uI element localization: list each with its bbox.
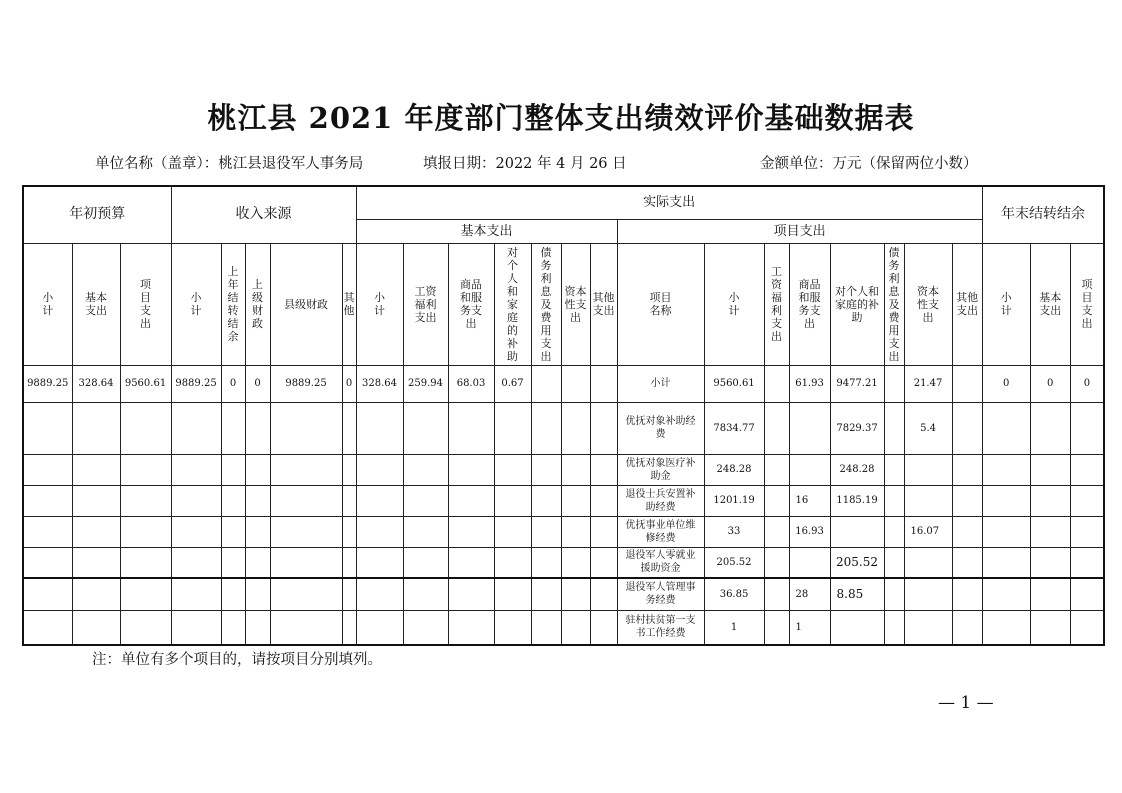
col-is-county: 县级财政 (270, 243, 342, 365)
col-ib-project: 项目支出 (120, 243, 171, 365)
cell-be-goods: 68.03 (448, 365, 494, 402)
project-goods: 16.93 (789, 516, 830, 547)
project-name: 优抚对象补助经费 (617, 402, 704, 454)
project-capital (904, 610, 952, 645)
data-table (22, 185, 1105, 646)
cell-be-individual: 0.67 (494, 365, 531, 402)
project-individual: 1185.19 (830, 485, 884, 516)
cell-pe-individual: 9477.21 (830, 365, 884, 402)
col-be-goods: 商品和服务支出 (448, 243, 494, 365)
col-be-subtotal: 小计 (356, 243, 403, 365)
col-is-upper: 上级财政 (245, 243, 270, 365)
fill-date: 填报日期：2022 年 4 月 26 日 (423, 156, 627, 172)
col-is-other: 其他 (342, 243, 356, 365)
cell-ye-basic: 0 (1030, 365, 1070, 402)
project-individual: 8.85 (830, 578, 884, 610)
cell-be-subtotal: 328.64 (356, 365, 403, 402)
col-be-wage: 工资福利支出 (403, 243, 448, 365)
table-row (23, 454, 1104, 485)
project-name: 优抚对象医疗补助金 (617, 454, 704, 485)
col-ye-subtotal: 小计 (982, 243, 1030, 365)
col-pe-goods: 商品和服务支出 (789, 243, 830, 365)
project-subtotal: 1201.19 (704, 485, 764, 516)
page-number: — 1 — (938, 693, 994, 713)
project-name: 驻村扶贫第一支书工作经费 (617, 610, 704, 645)
cell-be-capital (561, 365, 590, 402)
table-row (23, 547, 1104, 578)
cell-ye-subtotal: 0 (982, 365, 1030, 402)
project-goods: 28 (789, 578, 830, 610)
project-subtotal: 7834.77 (704, 402, 764, 454)
header-project-expense: 项目支出 (617, 219, 982, 243)
col-pe-capital: 资本性支出 (904, 243, 952, 365)
cell-pe-goods: 61.93 (789, 365, 830, 402)
project-capital (904, 547, 952, 578)
header-row-1 (23, 186, 1104, 219)
cell-is-county: 9889.25 (270, 365, 342, 402)
table-row (23, 402, 1104, 454)
project-subtotal: 205.52 (704, 547, 764, 578)
header-basic-expense: 基本支出 (356, 219, 617, 243)
project-name: 退役士兵安置补助经费 (617, 485, 704, 516)
col-pe-name: 项目名称 (617, 243, 704, 365)
project-goods (789, 547, 830, 578)
unit-name: 单位名称（盖章）：桃江县退役军人事务局 (95, 156, 364, 172)
cell-pe-wage (764, 365, 789, 402)
header-year-end-balance: 年末结转结余 (982, 186, 1104, 243)
header-initial-budget: 年初预算 (23, 186, 171, 243)
project-capital: 16.07 (904, 516, 952, 547)
table-row (23, 516, 1104, 547)
cell-be-other (590, 365, 617, 402)
cell-ib-basic: 328.64 (72, 365, 120, 402)
header-income-source: 收入来源 (171, 186, 356, 243)
project-capital: 5.4 (904, 402, 952, 454)
col-pe-other: 其他支出 (952, 243, 982, 365)
table-row (23, 578, 1104, 610)
col-ye-basic: 基本支出 (1030, 243, 1070, 365)
project-goods (789, 402, 830, 454)
project-individual (830, 610, 884, 645)
col-pe-debt: 债务利息及费用支出 (884, 243, 904, 365)
cell-pe-subtotal: 9560.61 (704, 365, 764, 402)
page-title: 桃江县 2021 年度部门整体支出绩效评价基础数据表 (207, 101, 915, 135)
project-subtotal: 248.28 (704, 454, 764, 485)
col-ye-project: 项目支出 (1070, 243, 1104, 365)
cell-pe-other (952, 365, 982, 402)
cell-is-upper: 0 (245, 365, 270, 402)
cell-ib-project: 9560.61 (120, 365, 171, 402)
table-row (23, 485, 1104, 516)
project-individual: 7829.37 (830, 402, 884, 454)
project-subtotal: 36.85 (704, 578, 764, 610)
col-pe-individual: 对个人和家庭的补助 (830, 243, 884, 365)
project-name: 退役军人管理事务经费 (617, 578, 704, 610)
col-is-carryover: 上年结转结余 (221, 243, 245, 365)
summary-row (23, 365, 1104, 402)
footnote: 注：单位有多个项目的，请按项目分别填列。 (92, 652, 382, 668)
project-subtotal: 33 (704, 516, 764, 547)
project-capital (904, 454, 952, 485)
cell-is-carryover: 0 (221, 365, 245, 402)
col-ib-subtotal: 小计 (23, 243, 72, 365)
col-be-capital: 资本性支出 (561, 243, 590, 365)
project-goods (789, 454, 830, 485)
project-individual: 248.28 (830, 454, 884, 485)
cell-be-wage: 259.94 (403, 365, 448, 402)
cell-pe-capital: 21.47 (904, 365, 952, 402)
cell-is-other: 0 (342, 365, 356, 402)
col-be-other: 其他支出 (590, 243, 617, 365)
project-goods: 1 (789, 610, 830, 645)
header-row-3 (23, 243, 1104, 365)
col-is-subtotal: 小计 (171, 243, 221, 365)
project-subtotal: 1 (704, 610, 764, 645)
project-individual: 205.52 (830, 547, 884, 578)
table-row (23, 610, 1104, 645)
project-capital (904, 578, 952, 610)
project-individual (830, 516, 884, 547)
col-pe-subtotal: 小计 (704, 243, 764, 365)
cell-pe-name: 小计 (617, 365, 704, 402)
cell-ye-project: 0 (1070, 365, 1104, 402)
cell-be-debt (531, 365, 561, 402)
col-be-debt: 债务利息及费用支出 (531, 243, 561, 365)
project-name: 退役军人零就业援助资金 (617, 547, 704, 578)
cell-ib-subtotal: 9889.25 (23, 365, 72, 402)
project-name: 优抚事业单位维修经费 (617, 516, 704, 547)
cell-is-subtotal: 9889.25 (171, 365, 221, 402)
header-actual-expense: 实际支出 (356, 186, 982, 219)
project-capital (904, 485, 952, 516)
col-pe-wage: 工资福利支出 (764, 243, 789, 365)
project-goods: 16 (789, 485, 830, 516)
col-be-individual: 对个人和家庭的补助 (494, 243, 531, 365)
col-ib-basic: 基本支出 (72, 243, 120, 365)
currency-unit: 金额单位：万元（保留两位小数） (760, 156, 978, 172)
cell-pe-debt (884, 365, 904, 402)
